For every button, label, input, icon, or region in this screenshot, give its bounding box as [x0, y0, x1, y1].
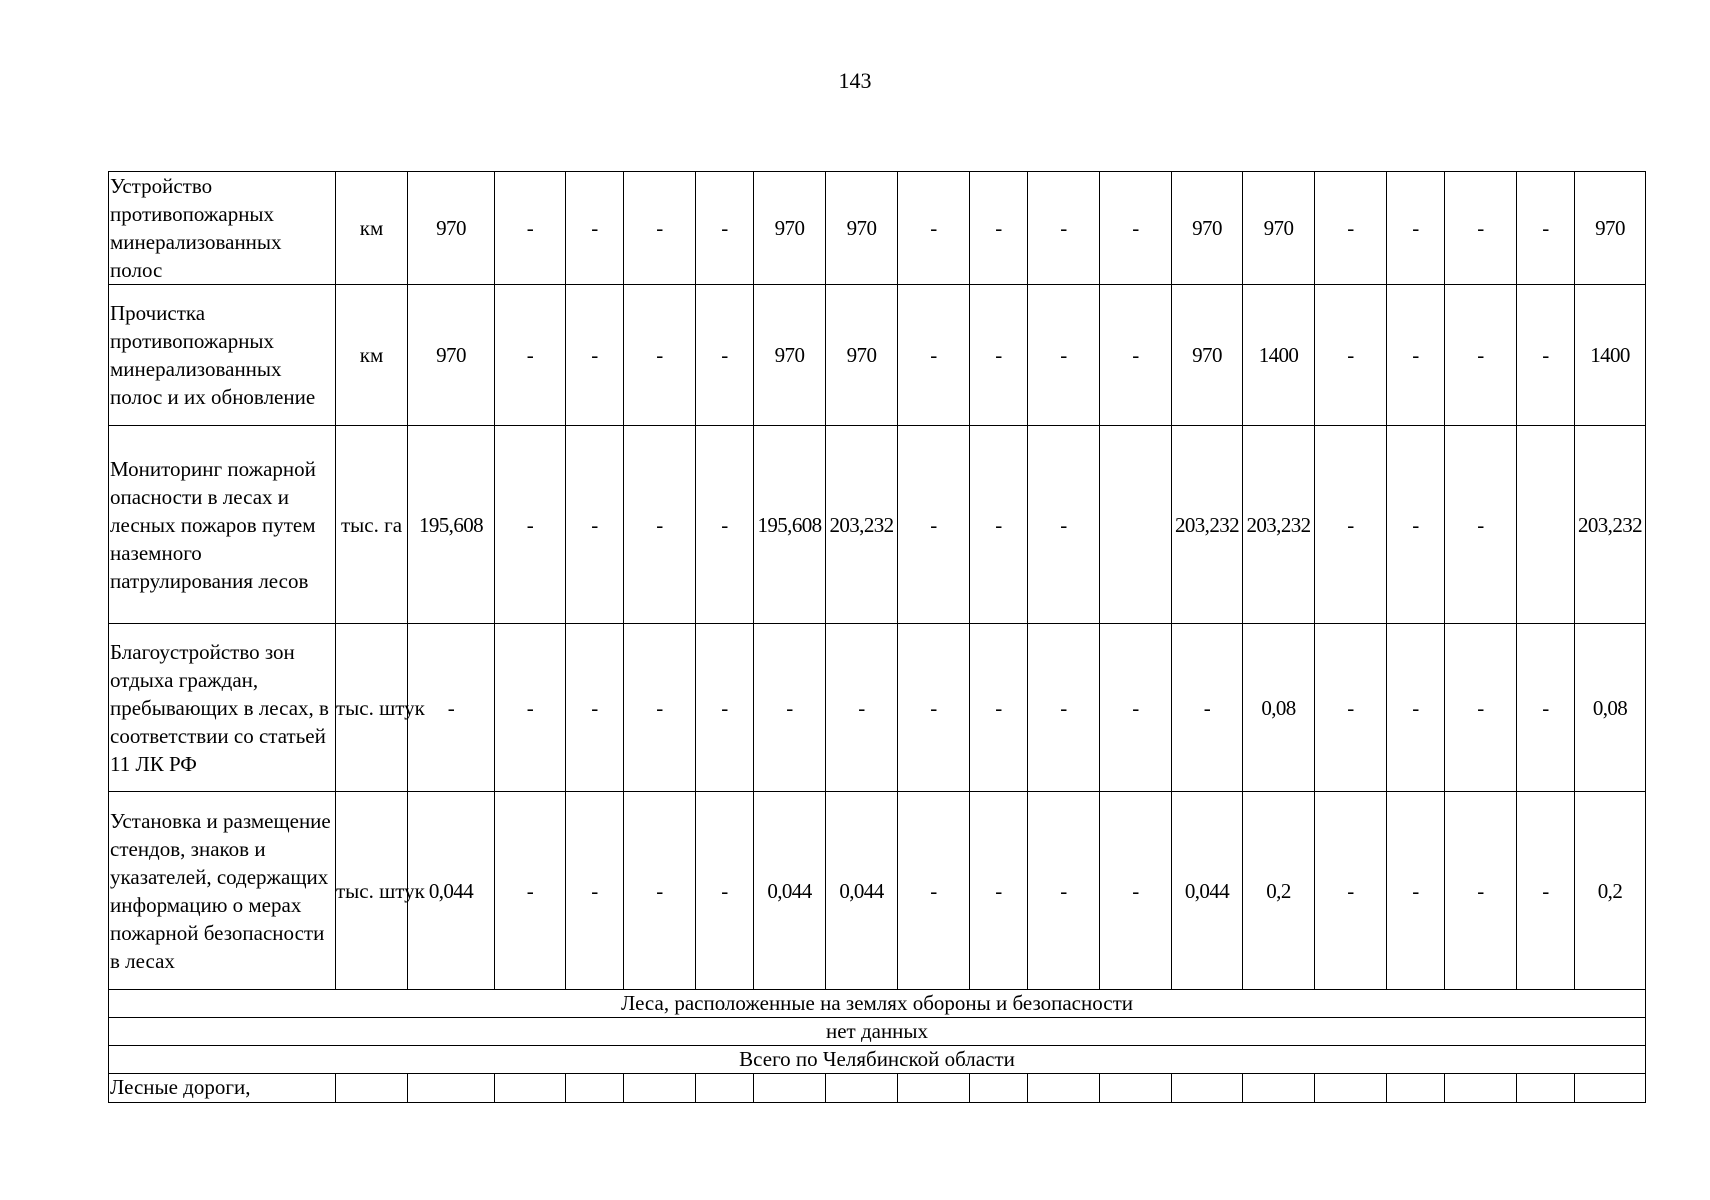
section-row-defense [109, 990, 1646, 1018]
value-cell: - [1028, 624, 1100, 792]
value-cell: - [1517, 285, 1575, 426]
value-cell: 970 [754, 172, 826, 285]
value-cell: - [1100, 172, 1172, 285]
value-cell: - [1028, 172, 1100, 285]
empty-cell [624, 1074, 696, 1103]
value-cell: - [1315, 624, 1387, 792]
value-cell: - [1172, 624, 1243, 792]
row-unit: км [336, 172, 408, 285]
value-cell: 970 [826, 285, 898, 426]
value-cell: 0,08 [1575, 624, 1646, 792]
section-title-total: Всего по Челябинской области [109, 1046, 1646, 1074]
value-cell: - [1100, 624, 1172, 792]
value-cell: - [1445, 792, 1517, 990]
section-row-total [109, 1046, 1646, 1074]
value-cell: - [1445, 624, 1517, 792]
value-cell: - [624, 624, 696, 792]
value-cell: - [1517, 792, 1575, 990]
value-cell: - [1445, 172, 1517, 285]
empty-cell [1387, 1074, 1445, 1103]
row-name: Лесные дороги, [109, 1074, 336, 1103]
value-cell: - [1028, 426, 1100, 624]
value-cell: - [696, 285, 754, 426]
value-cell: - [624, 285, 696, 426]
value-cell: 970 [754, 285, 826, 426]
value-cell: - [970, 426, 1028, 624]
row-unit: км [336, 285, 408, 426]
no-data-label: нет данных [109, 1018, 1646, 1046]
empty-cell [1028, 1074, 1100, 1103]
value-cell: 970 [1575, 172, 1646, 285]
value-cell: - [624, 426, 696, 624]
value-cell: 203,232 [1172, 426, 1243, 624]
page-number: 143 [838, 68, 872, 93]
value-cell: 195,608 [754, 426, 826, 624]
value-cell: 970 [1172, 172, 1243, 285]
value-cell: - [1387, 426, 1445, 624]
empty-cell [1243, 1074, 1315, 1103]
value-cell: 195,608 [408, 426, 495, 624]
value-cell: - [826, 624, 898, 792]
row-name: Благоустройство зон отдыха граждан, пребывающих в лесах, в соответствии со статьей 11 ЛК РФ [109, 624, 336, 792]
value-cell: - [566, 426, 624, 624]
value-cell: - [696, 792, 754, 990]
value-cell: - [408, 624, 495, 792]
value-cell: - [1028, 285, 1100, 426]
value-cell: - [1387, 792, 1445, 990]
empty-cell [336, 1074, 408, 1103]
table-row [109, 172, 1646, 285]
value-cell: - [566, 624, 624, 792]
table-row [109, 285, 1646, 426]
value-cell: 1400 [1575, 285, 1646, 426]
value-cell: 0,044 [1172, 792, 1243, 990]
table-row [109, 426, 1646, 624]
value-cell: - [696, 426, 754, 624]
value-cell: - [1387, 172, 1445, 285]
value-cell: - [624, 172, 696, 285]
empty-cell [696, 1074, 754, 1103]
value-cell: - [1100, 285, 1172, 426]
value-cell: 0,044 [408, 792, 495, 990]
value-cell: - [495, 624, 566, 792]
value-cell: - [898, 624, 970, 792]
value-cell: - [566, 792, 624, 990]
value-cell: - [495, 426, 566, 624]
value-cell: - [1517, 172, 1575, 285]
value-cell: - [1445, 426, 1517, 624]
value-cell: - [970, 172, 1028, 285]
value-cell: 0,044 [754, 792, 826, 990]
value-cell: - [1315, 172, 1387, 285]
value-cell: 970 [826, 172, 898, 285]
value-cell: - [696, 624, 754, 792]
value-cell: - [495, 792, 566, 990]
value-cell: 203,232 [1575, 426, 1646, 624]
table-body [109, 172, 1646, 1103]
row-unit: тыс. га [336, 426, 408, 624]
value-cell: 0,2 [1243, 792, 1315, 990]
value-cell: - [970, 792, 1028, 990]
empty-cell [1517, 1074, 1575, 1103]
table-row [109, 792, 1646, 990]
row-unit: тыс. штук [336, 624, 408, 792]
value-cell: - [1315, 792, 1387, 990]
value-cell: - [566, 285, 624, 426]
value-cell: 0,044 [826, 792, 898, 990]
row-name: Устройство противопожарных минерализованных полос [109, 172, 336, 285]
value-cell: - [970, 624, 1028, 792]
value-cell: - [1315, 285, 1387, 426]
table-row [109, 624, 1646, 792]
value-cell: - [1517, 624, 1575, 792]
empty-cell [1172, 1074, 1243, 1103]
value-cell: - [495, 172, 566, 285]
empty-cell [898, 1074, 970, 1103]
value-cell: - [1028, 792, 1100, 990]
no-data-row [109, 1018, 1646, 1046]
empty-cell [970, 1074, 1028, 1103]
value-cell: 0,08 [1243, 624, 1315, 792]
value-cell: - [970, 285, 1028, 426]
row-name: Установка и размещение стендов, знаков и указателей, содержащих информацию о мерах пожарной безопасности в лесах [109, 792, 336, 990]
value-cell: - [1387, 624, 1445, 792]
value-cell: - [696, 172, 754, 285]
section-title-defense: Леса, расположенные на землях обороны и безопасности [109, 990, 1646, 1018]
value-cell: - [566, 172, 624, 285]
value-cell: - [495, 285, 566, 426]
value-cell [1100, 426, 1172, 624]
value-cell: 970 [1243, 172, 1315, 285]
value-cell: 0,2 [1575, 792, 1646, 990]
value-cell: 203,232 [1243, 426, 1315, 624]
row-unit: тыс. штук [336, 792, 408, 990]
empty-cell [408, 1074, 495, 1103]
value-cell: 970 [408, 172, 495, 285]
value-cell: - [1445, 285, 1517, 426]
empty-cell [826, 1074, 898, 1103]
value-cell: - [1100, 792, 1172, 990]
value-cell: - [898, 172, 970, 285]
empty-cell [1445, 1074, 1517, 1103]
value-cell: - [1387, 285, 1445, 426]
value-cell: - [898, 792, 970, 990]
forest-measures-table [108, 171, 1646, 1103]
row-name: Прочистка противопожарных минерализованных полос и их обновление [109, 285, 336, 426]
value-cell: - [898, 426, 970, 624]
value-cell: - [898, 285, 970, 426]
row-name: Мониторинг пожарной опасности в лесах и лесных пожаров путем наземного патрулирования лесов [109, 426, 336, 624]
empty-cell [566, 1074, 624, 1103]
empty-cell [754, 1074, 826, 1103]
value-cell [1517, 426, 1575, 624]
value-cell: 1400 [1243, 285, 1315, 426]
value-cell: - [754, 624, 826, 792]
empty-cell [1575, 1074, 1646, 1103]
value-cell: 970 [1172, 285, 1243, 426]
empty-cell [495, 1074, 566, 1103]
value-cell: 203,232 [826, 426, 898, 624]
table-row-forest-roads [109, 1074, 1646, 1103]
value-cell: - [624, 792, 696, 990]
value-cell: 970 [408, 285, 495, 426]
value-cell: - [1315, 426, 1387, 624]
empty-cell [1315, 1074, 1387, 1103]
empty-cell [1100, 1074, 1172, 1103]
